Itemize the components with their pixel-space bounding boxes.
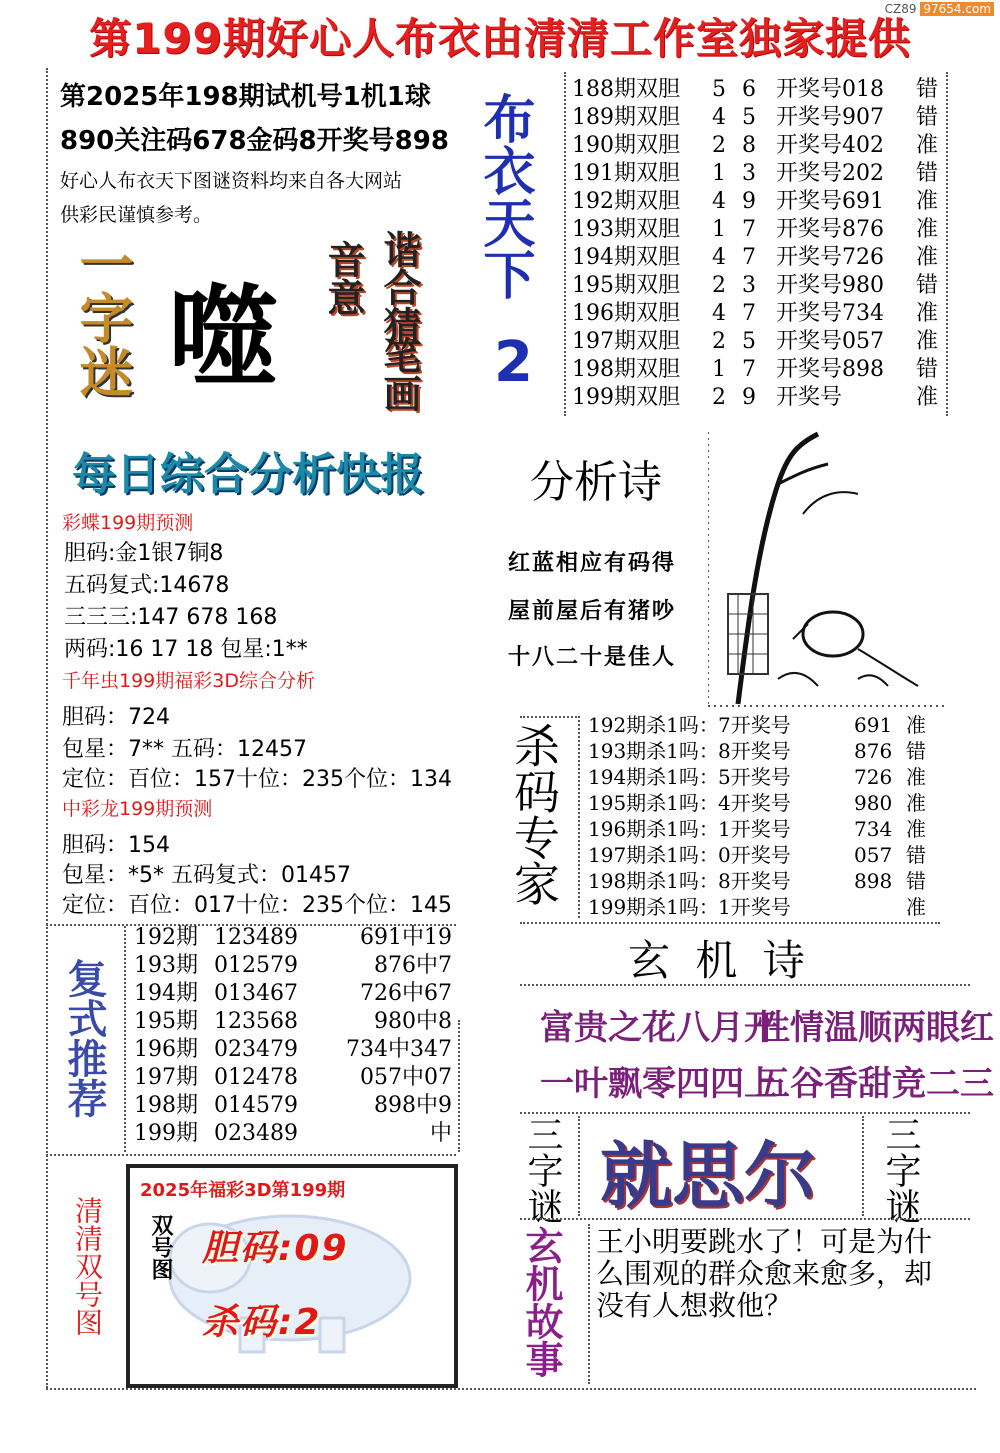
shama-draw: 980 [854, 791, 893, 815]
shuangdan-d2: 8 [742, 133, 756, 158]
shuangdan-d2: 7 [742, 357, 756, 382]
fushi-issue: 197期 [134, 1065, 198, 1090]
shama-issue: 199期杀1吗： [588, 895, 719, 919]
poem1-l2: 屋前屋后有猪吵 [508, 599, 677, 624]
shuangdan-d2: 9 [742, 189, 756, 214]
sanzi-label-right: 三字谜 [880, 1116, 921, 1224]
fushi-nums: 023479 [214, 1037, 298, 1062]
caidie-l1: 胆码:金1银7铜8 [64, 541, 224, 566]
left-border [46, 68, 48, 1388]
shuangdan-draw: 开奖号734 [776, 301, 884, 326]
shama-label: 杀码专家 [507, 722, 561, 906]
qiannianchong-l3: 定位：百位：157十位：235个位：134 [62, 767, 452, 792]
fushi-issue: 192期 [134, 925, 198, 950]
shama-result: 准 [906, 817, 926, 841]
riddle-char: 噬 [168, 273, 278, 402]
shuangdan-d2: 6 [742, 77, 756, 102]
shuangdan-d1: 5 [712, 77, 726, 102]
shuangdan-draw: 开奖号898 [776, 357, 884, 382]
zhongcailong-title: 中彩龙199期预测 [62, 798, 213, 820]
fushi-draw: 726中67 [360, 981, 452, 1006]
shama-kill: 4开奖号 [718, 791, 791, 815]
shuangdan-issue: 191期双胆 [572, 161, 680, 186]
shama-draw: 691 [854, 713, 893, 737]
shuangdan-result: 错 [916, 77, 939, 102]
fushi-label: 复式推荐 [61, 958, 107, 1118]
shuangdan-issue: 198期双胆 [572, 357, 680, 382]
fushi-row [134, 1036, 452, 1064]
shuangdan-row [572, 384, 938, 412]
shama-draw [854, 894, 896, 920]
qingqing-dan: 胆码:09 [202, 1228, 349, 1269]
shama-kill: 8开奖号 [718, 869, 791, 893]
watermark-prefix: CZ89 [884, 2, 917, 16]
shama-result: 准 [906, 895, 926, 919]
fushi-draw: 980中8 [374, 1009, 452, 1034]
shama-row [588, 894, 926, 920]
qingqing-header: 2025年福彩3D第199期 [140, 1180, 346, 1201]
shuangdan-d1: 1 [712, 357, 726, 382]
shuangdan-issue: 199期双胆 [572, 385, 680, 410]
story-label: 玄机故事 [519, 1226, 563, 1378]
qiannianchong-l2: 包星：7** 五码：12457 [62, 737, 307, 762]
shuangdan-d1: 2 [712, 273, 726, 298]
shuangdan-row [572, 160, 938, 188]
shama-kill: 0开奖号 [718, 843, 791, 867]
shuangdan-issue: 192期双胆 [572, 189, 680, 214]
sanzi-bottom-border [520, 1218, 970, 1220]
shama-draw: 876 [854, 739, 893, 763]
shuangdan-table [572, 76, 938, 412]
shuangdan-issue: 189期双胆 [572, 105, 680, 130]
shama-draw: 734 [854, 817, 893, 841]
fushi-row [134, 1008, 452, 1036]
shuangdan-d1: 2 [712, 133, 726, 158]
sanzi-border-left [578, 1116, 580, 1216]
shuangdan-d1: 2 [712, 329, 726, 354]
zhongcailong-l3: 定位：百位：017十位：235个位：145 [62, 893, 452, 918]
intro-line1: 第2025年198期试机号1机1球 [60, 82, 431, 112]
fushi-table [134, 924, 452, 1148]
fushi-bottom-border [46, 1154, 456, 1156]
shuangdan-result: 准 [916, 329, 939, 354]
poem2-l1a: 富贵之花八月开 [540, 1008, 778, 1048]
shuangdan-row [572, 104, 938, 132]
shuangdan-result: 错 [916, 105, 939, 130]
shama-row [588, 842, 926, 868]
caidie-l3: 三三三:147 678 168 [64, 605, 278, 630]
shama-result: 准 [906, 765, 926, 789]
fushi-draw: 中 [429, 1121, 452, 1146]
riddle-clue-right2: 笔画 [377, 336, 421, 412]
shuangdan-result: 准 [916, 133, 939, 158]
shama-issue: 196期杀1吗： [588, 817, 719, 841]
shuangdan-d1: 2 [712, 385, 726, 410]
fushi-issue: 196期 [134, 1037, 198, 1062]
shama-row [588, 764, 926, 790]
fushi-nums: 012478 [214, 1065, 298, 1090]
rat-sketch-image [708, 424, 948, 710]
poem2-l2b: 五谷香甜竞二三 [756, 1064, 994, 1104]
sanzi-label-left: 三字谜 [522, 1116, 563, 1224]
shuangdan-issue: 194期双胆 [572, 245, 680, 270]
shuangdan-d1: 4 [712, 189, 726, 214]
shuangdan-d2: 3 [742, 273, 756, 298]
shuangdan-d1: 4 [712, 301, 726, 326]
shuangdan-draw: 开奖号057 [776, 329, 884, 354]
poem2-title: 玄 机 诗 [628, 936, 811, 985]
fushi-draw: 057中07 [360, 1065, 452, 1090]
shama-result: 错 [906, 843, 926, 867]
caidie-l2: 五码复式:14678 [64, 573, 230, 598]
shuangdan-d2: 7 [742, 217, 756, 242]
shuangdan-row [572, 76, 938, 104]
shama-issue: 195期杀1吗： [588, 791, 719, 815]
shama-kill: 1开奖号 [718, 895, 791, 919]
shuangdan-row [572, 328, 938, 356]
shuangdan-d2: 5 [742, 329, 756, 354]
shuangdan-d2: 3 [742, 161, 756, 186]
watermark-site: 97654.com [920, 2, 994, 16]
fushi-row [134, 924, 452, 952]
fushi-issue: 195期 [134, 1009, 198, 1034]
shama-draw: 726 [854, 765, 893, 789]
poem1-l1: 红蓝相应有码得 [508, 551, 677, 576]
zhongcailong-l2: 包星：*5* 五码复式：01457 [62, 863, 351, 888]
shuangdan-result: 准 [916, 245, 939, 270]
shama-result: 准 [906, 791, 926, 815]
shuangdan-d1: 4 [712, 245, 726, 270]
shama-row [588, 868, 926, 894]
fushi-right-border [458, 1020, 460, 1152]
daily-heading: 每日综合分析快报 [72, 449, 424, 500]
poem2-l1b: 性情温顺两眼红 [756, 1008, 994, 1048]
brand-vertical: 布衣天下 [474, 92, 534, 300]
shuangdan-d1: 4 [712, 105, 726, 130]
shama-issue: 198期杀1吗： [588, 869, 719, 893]
fushi-nums: 023489 [214, 1121, 298, 1146]
story-text: 王小明要跳水了！可是为什么围观的群众愈来愈多，却没有人想救他？ [596, 1225, 933, 1322]
fushi-nums: 123568 [214, 1009, 298, 1034]
poem1-title: 分析诗 [530, 457, 662, 508]
riddle-clue-left: 音意 [321, 240, 365, 316]
fushi-draw: 898中9 [374, 1093, 452, 1118]
fushi-nums: 123489 [214, 925, 298, 950]
shuangdan-d1: 1 [712, 161, 726, 186]
shama-result: 错 [906, 869, 926, 893]
shuangdan-result: 准 [916, 189, 939, 214]
riddle-clue-right: 谐合猜 [377, 230, 421, 344]
shuangdan-row [572, 300, 938, 328]
shuangdan-row [572, 272, 938, 300]
shama-row [588, 738, 926, 764]
shama-issue: 197期杀1吗： [588, 843, 719, 867]
fushi-draw: 691中19 [360, 925, 452, 950]
shama-border [578, 716, 580, 918]
shuangdan-draw: 开奖号726 [776, 245, 884, 270]
intro-line2: 890关注码678金码8开奖号898 [60, 126, 449, 156]
fushi-nums: 014579 [214, 1093, 298, 1118]
fushi-issue: 199期 [134, 1121, 198, 1146]
shuangdan-draw: 开奖号876 [776, 217, 884, 242]
shama-table [588, 712, 926, 920]
qiannianchong-title: 千年虫199期福彩3D综合分析 [62, 670, 315, 692]
qiannianchong-l1: 胆码：724 [62, 705, 170, 730]
shama-row [588, 816, 926, 842]
shuangdan-result: 错 [916, 161, 939, 186]
shuangdan-draw: 开奖号 [776, 385, 843, 410]
shama-issue: 193期杀1吗： [588, 739, 719, 763]
shuangdan-row [572, 132, 938, 160]
shuangdan-d2: 7 [742, 301, 756, 326]
zhongcailong-l1: 胆码：154 [62, 833, 170, 858]
riddle-label: 一字迷 [71, 236, 134, 398]
sanzi-border-right [862, 1116, 864, 1216]
qingqing-sha: 杀码:2 [202, 1302, 322, 1343]
sanzi-top-border [520, 1112, 970, 1114]
shuangdan-d1: 1 [712, 217, 726, 242]
shuangdan-issue: 188期双胆 [572, 77, 680, 102]
shuangdan-draw: 开奖号691 [776, 189, 884, 214]
shama-kill: 8开奖号 [718, 739, 791, 763]
shuangdan-issue: 193期双胆 [572, 217, 680, 242]
bottom-border [46, 1388, 976, 1390]
sanzi-answer: 就思尔 [600, 1134, 817, 1218]
shuangdan-border-left [564, 72, 566, 416]
caidie-l4: 两码:16 17 18 包星:1** [64, 637, 308, 662]
intro-line3: 好心人布衣天下图谜资料均来自各大网站 [60, 170, 403, 192]
shuangdan-issue: 196期双胆 [572, 301, 680, 326]
shama-draw: 898 [854, 869, 893, 893]
fushi-inner-border [124, 926, 126, 1152]
intro-line4: 供彩民谨慎参考。 [60, 204, 213, 226]
shama-kill: 5开奖号 [718, 765, 791, 789]
shuangdan-row [572, 356, 938, 384]
shuangdan-result: 准 [916, 217, 939, 242]
page-title: 第199期好心人布衣由清清工作室独家提供 [89, 14, 911, 63]
shuangdan-issue: 190期双胆 [572, 133, 680, 158]
qingqing-side: 双号图 [148, 1214, 173, 1280]
shuangdan-d2: 5 [742, 105, 756, 130]
caidie-title: 彩蝶199期预测 [62, 512, 194, 534]
poem1-l3: 十八二十是佳人 [508, 645, 677, 670]
qingqing-label: 清清双号图 [71, 1196, 104, 1336]
fushi-draw: 876中7 [374, 953, 452, 978]
shama-kill: 1开奖号 [718, 817, 791, 841]
shama-result: 错 [906, 739, 926, 763]
shuangdan-result: 准 [916, 385, 939, 410]
fushi-row [134, 1092, 452, 1120]
shama-result: 准 [906, 713, 926, 737]
shuangdan-row [572, 188, 938, 216]
fushi-row [134, 980, 452, 1008]
shuangdan-border-right [946, 72, 948, 416]
poem2-border [520, 984, 970, 986]
fushi-nums: 013467 [214, 981, 298, 1006]
shuangdan-draw: 开奖号018 [776, 77, 884, 102]
story-border [588, 1224, 590, 1384]
shama-draw: 057 [854, 843, 893, 867]
fushi-issue: 193期 [134, 953, 198, 978]
shama-bottom-border [520, 922, 940, 924]
shuangdan-issue: 197期双胆 [572, 329, 680, 354]
shuangdan-result: 准 [916, 301, 939, 326]
qingqing-box [126, 1164, 458, 1388]
fushi-issue: 194期 [134, 981, 198, 1006]
shuangdan-draw: 开奖号980 [776, 273, 884, 298]
fushi-issue: 198期 [134, 1093, 198, 1118]
shuangdan-d2: 9 [742, 385, 756, 410]
shama-top-border [520, 716, 580, 718]
shuangdan-issue: 195期双胆 [572, 273, 680, 298]
shuangdan-result: 错 [916, 273, 939, 298]
shuangdan-row [572, 216, 938, 244]
shuangdan-result: 错 [916, 357, 939, 382]
brand-number: 2 [494, 330, 533, 395]
fushi-row [134, 1120, 452, 1148]
shama-row [588, 790, 926, 816]
fushi-nums: 012579 [214, 953, 298, 978]
shuangdan-row [572, 244, 938, 272]
shuangdan-draw: 开奖号907 [776, 105, 884, 130]
poem2-l2a: 一叶飘零四四上 [540, 1064, 778, 1104]
shama-issue: 194期杀1吗： [588, 765, 719, 789]
fushi-draw: 734中347 [346, 1037, 452, 1062]
fushi-row [134, 1064, 452, 1092]
shuangdan-d2: 7 [742, 245, 756, 270]
shama-kill: 7开奖号 [718, 713, 791, 737]
shuangdan-draw: 开奖号202 [776, 161, 884, 186]
fushi-row [134, 952, 452, 980]
shuangdan-draw: 开奖号402 [776, 133, 884, 158]
shama-row [588, 712, 926, 738]
shama-issue: 192期杀1吗： [588, 713, 719, 737]
